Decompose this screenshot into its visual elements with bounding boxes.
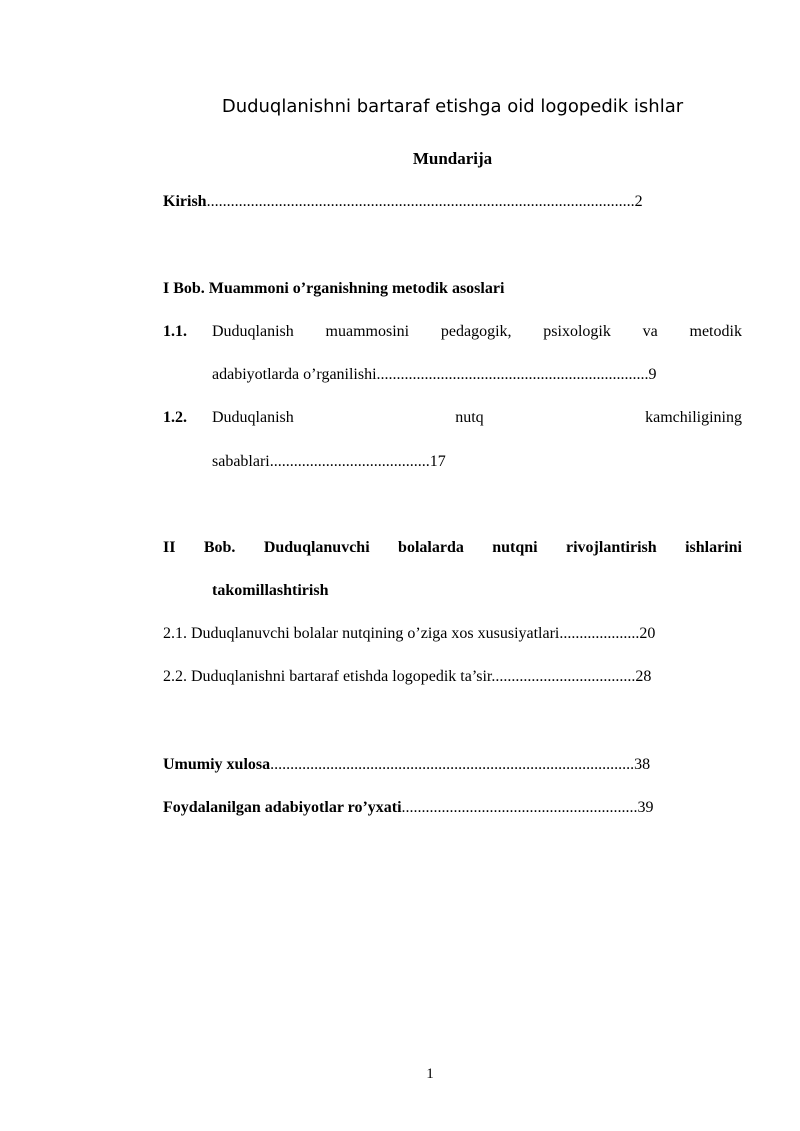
word: metodik bbox=[689, 323, 742, 340]
word: Bob. bbox=[203, 539, 236, 556]
word: ishlarini bbox=[685, 539, 742, 556]
toc-entry-1-1-line2[interactable] bbox=[212, 365, 657, 385]
word: II bbox=[163, 539, 176, 556]
word: pedagogik, bbox=[440, 323, 512, 340]
toc-entry-label: 2.2. Duduqlanishni bartaraf etishda logopedik ta’sir bbox=[163, 668, 492, 685]
page-number: 1 bbox=[426, 1066, 434, 1082]
word: va bbox=[642, 323, 658, 340]
word: Duduqlanuvchi bbox=[263, 539, 370, 556]
word: bolalarda bbox=[398, 539, 464, 556]
chapter-2-title-line1 bbox=[163, 538, 742, 558]
word: Duduqlanish bbox=[212, 409, 294, 426]
toc-entry-2-1[interactable] bbox=[163, 624, 655, 644]
toc-page-number: 38 bbox=[634, 756, 651, 773]
word: muammosini bbox=[325, 323, 410, 340]
toc-entry-1-2-line1[interactable] bbox=[212, 408, 742, 428]
section-number: 1.1. bbox=[163, 323, 187, 340]
toc-entry-label: Foydalanilgan adabiyotlar ro’yxati bbox=[163, 799, 402, 816]
toc-leader: ........................................ bbox=[269, 453, 430, 470]
toc-page-number: 9 bbox=[648, 366, 657, 383]
word: nutqni bbox=[492, 539, 538, 556]
toc-page-number: 20 bbox=[639, 625, 656, 642]
toc-leader: .................... bbox=[559, 625, 640, 642]
section-number: 1.2. bbox=[163, 409, 187, 426]
toc-heading: Mundarija bbox=[412, 149, 493, 168]
word: psixologik bbox=[543, 323, 611, 340]
toc-entry-label: sabablari bbox=[212, 453, 270, 470]
toc-leader: ........................................................................................... bbox=[270, 756, 635, 773]
toc-page-number: 2 bbox=[634, 193, 643, 210]
document-title: Duduqlanishni bartaraf etishga oid logopedik ishlar bbox=[221, 96, 684, 117]
toc-entry-label: Umumiy xulosa bbox=[163, 756, 271, 773]
toc-entry-label: Kirish bbox=[163, 193, 207, 210]
word: Duduqlanish bbox=[212, 323, 294, 340]
toc-entry-intro[interactable] bbox=[163, 192, 643, 212]
toc-leader: .................................................................... bbox=[376, 366, 649, 383]
toc-leader: ........................................................... bbox=[401, 799, 638, 816]
word: nutq bbox=[455, 409, 484, 426]
toc-entry-conclusion[interactable] bbox=[163, 755, 650, 775]
word: kamchiligining bbox=[645, 409, 742, 426]
toc-entry-1-1-line1[interactable] bbox=[212, 322, 742, 342]
toc-leader: ........................................................................................................... bbox=[206, 193, 635, 210]
toc-entry-references[interactable] bbox=[163, 798, 654, 818]
chapter-1-title: I Bob. Muammoni o’rganishning metodik asoslari bbox=[163, 280, 505, 297]
chapter-2-title-line2: takomillashtirish bbox=[212, 582, 329, 599]
toc-entry-label: 2.1. Duduqlanuvchi bolalar nutqining o’ziga xos xususiyatlari bbox=[163, 625, 560, 642]
word: rivojlantirish bbox=[566, 539, 657, 556]
toc-entry-1-2-line2[interactable] bbox=[212, 452, 446, 472]
toc-page-number: 17 bbox=[429, 453, 446, 470]
toc-page-number: 28 bbox=[635, 668, 652, 685]
toc-entry-2-2[interactable] bbox=[163, 667, 651, 687]
toc-page-number: 39 bbox=[637, 799, 654, 816]
toc-entry-label: adabiyotlarda o’rganilishi bbox=[212, 366, 377, 383]
toc-leader: .................................... bbox=[491, 668, 636, 685]
